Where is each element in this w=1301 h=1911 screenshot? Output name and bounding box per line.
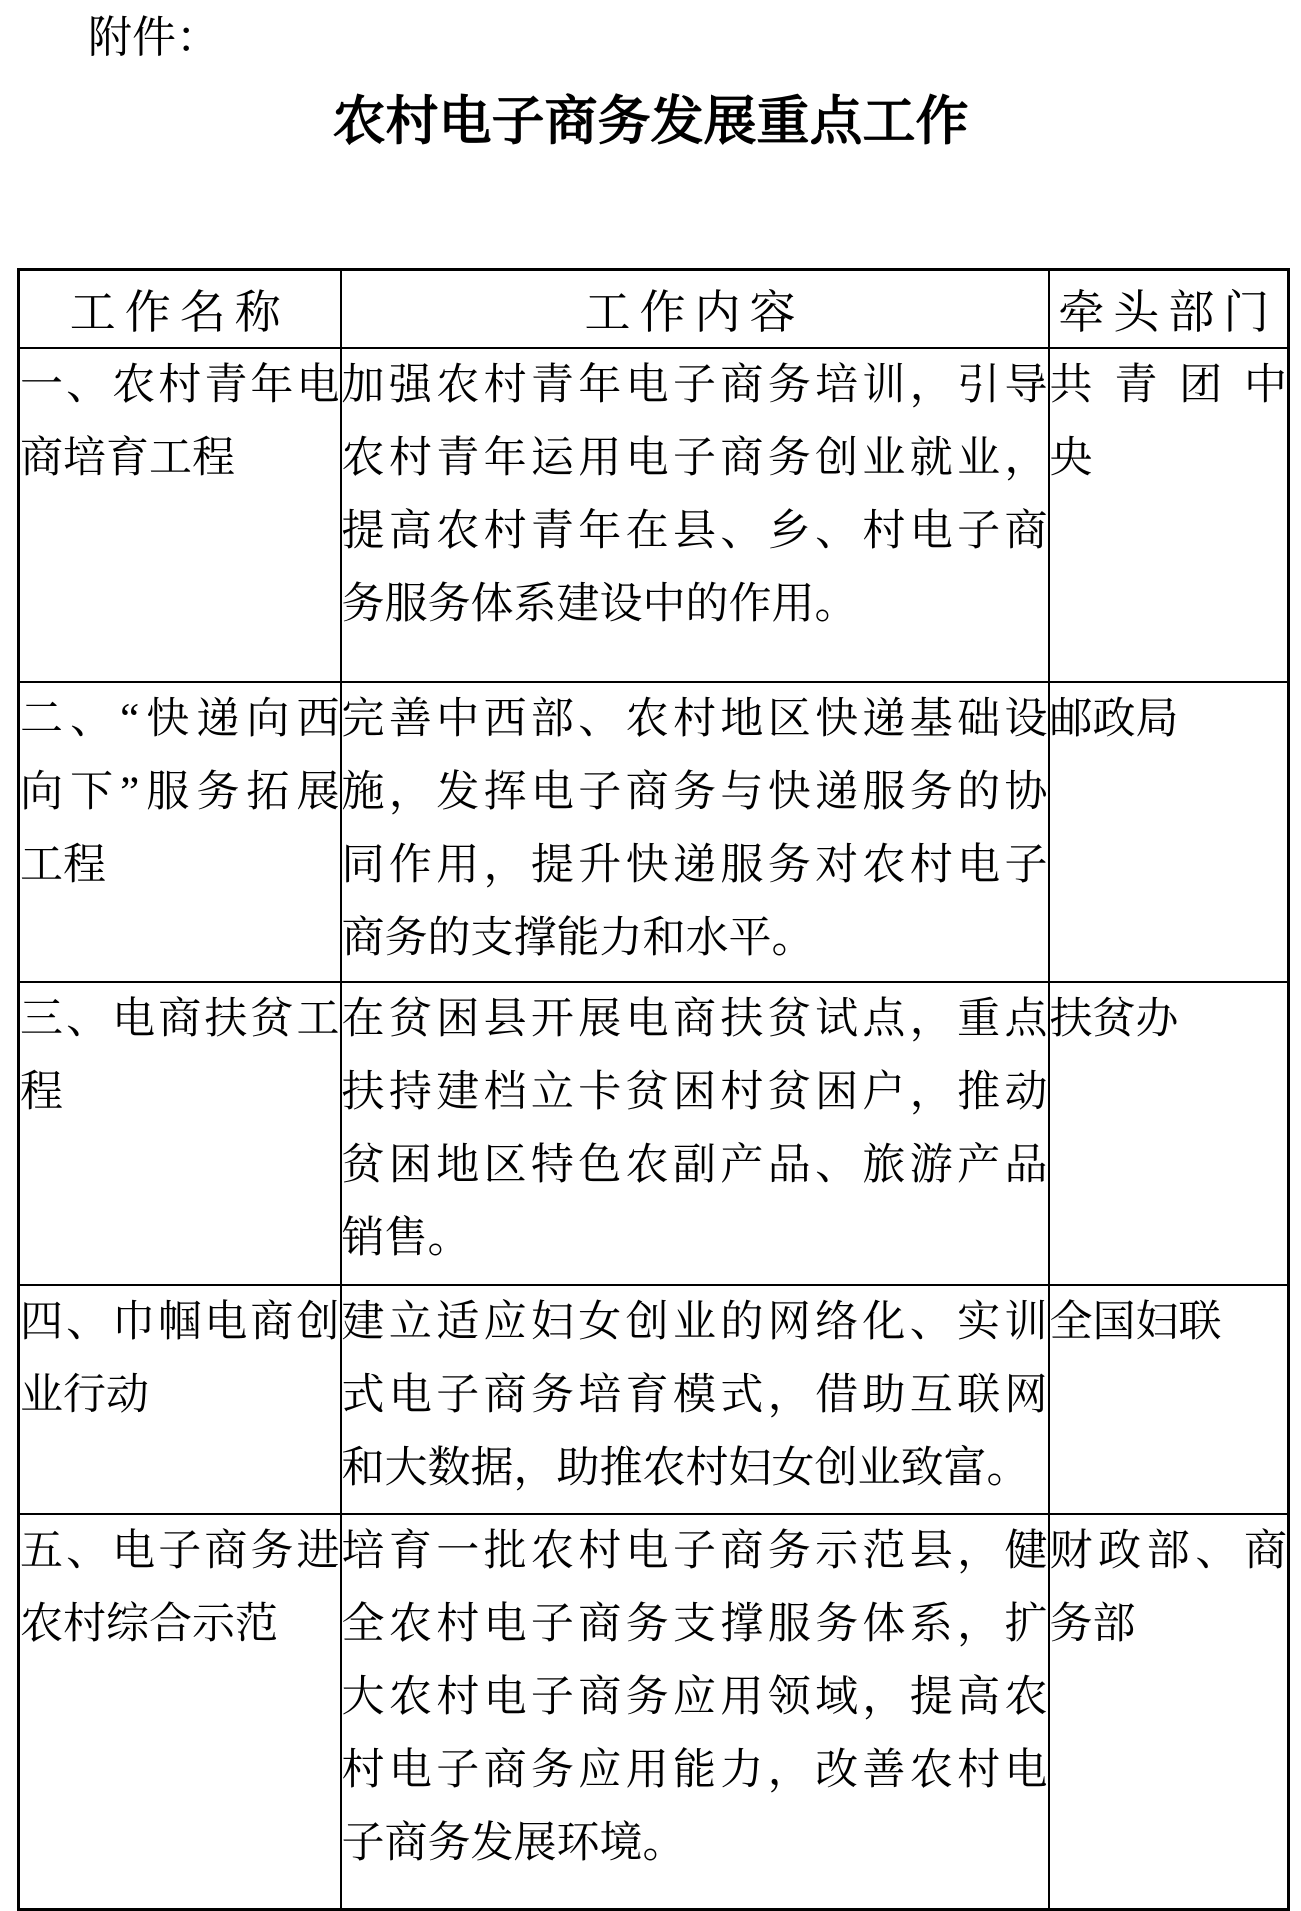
- work-name-cell: 二、“快递向西 向下”服务拓展 工程: [19, 682, 341, 982]
- lead-department-cell: 共青团中 央: [1049, 348, 1289, 682]
- work-name-cell: 五、电子商务进 农村综合示范: [19, 1514, 341, 1910]
- table-row: [19, 1514, 1289, 1910]
- work-content-cell: 建立适应妇女创业的网络化、实训 式电子商务培育模式，借助互联网 和大数据，助推农村妇女创业致富。: [341, 1285, 1049, 1514]
- table-header-row: [19, 270, 1289, 348]
- work-name-cell: 三、电商扶贫工 程: [19, 982, 341, 1285]
- work-table: [17, 268, 1290, 1911]
- work-content-cell: 加强农村青年电子商务培训，引导 农村青年运用电子商务创业就业， 提高农村青年在县、乡、村电子商 务服务体系建设中的作用。: [341, 348, 1049, 682]
- page-title: 农村电子商务发展重点工作: [332, 93, 969, 151]
- column-header-work-name: 工作名称: [19, 270, 341, 348]
- lead-department-cell: 全国妇联: [1049, 1285, 1289, 1514]
- table-row: [19, 982, 1289, 1285]
- lead-department-cell: 财政部、商 务部: [1049, 1514, 1289, 1910]
- lead-department-cell: 邮政局: [1049, 682, 1289, 982]
- column-header-work-content: 工作内容: [341, 270, 1049, 348]
- table-row: [19, 348, 1289, 682]
- column-header-lead-department: 牵头部门: [1049, 270, 1289, 348]
- lead-department-cell: 扶贫办: [1049, 982, 1289, 1285]
- table-row: [19, 1285, 1289, 1514]
- attachment-label: 附件：: [88, 13, 220, 62]
- work-content-cell: 在贫困县开展电商扶贫试点，重点 扶持建档立卡贫困村贫困户，推动 贫困地区特色农副产品、旅游产品 销售。: [341, 982, 1049, 1285]
- table-row: [19, 682, 1289, 982]
- work-name-cell: 一、农村青年电 商培育工程: [19, 348, 341, 682]
- work-content-cell: 培育一批农村电子商务示范县，健 全农村电子商务支撑服务体系，扩 大农村电子商务应用领域，提高农 村电子商务应用能力，改善农村电 子商务发展环境。: [341, 1514, 1049, 1910]
- work-name-cell: 四、巾帼电商创 业行动: [19, 1285, 341, 1514]
- work-content-cell: 完善中西部、农村地区快递基础设 施，发挥电子商务与快递服务的协 同作用，提升快递服务对农村电子 商务的支撑能力和水平。: [341, 682, 1049, 982]
